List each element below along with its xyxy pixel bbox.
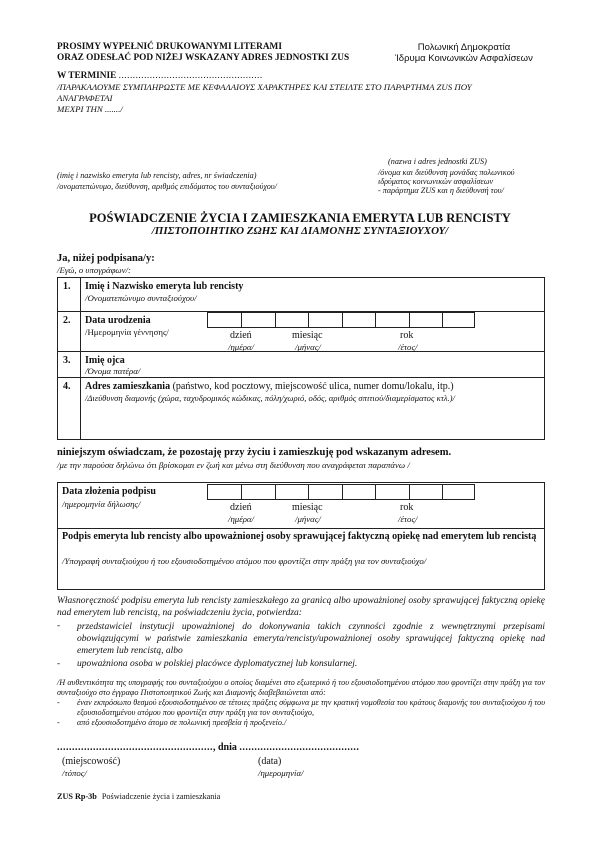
field-2-label: Data urodzenia <box>85 315 151 326</box>
notes-greek-item-2: από εξουσιοδοτημένο άτομο σε πολωνική πρεσβεία ή προξενείο./ <box>77 718 287 727</box>
name-input-area[interactable] <box>258 280 544 309</box>
field-1-number: 1. <box>63 281 71 292</box>
birth-month-greek: /μήνας/ <box>295 342 321 352</box>
notes-item-1: przedstawiciel instytucji upoważnionej do dokonywania takich czynności zgodnie z wewnętrznymi przepisami obowiązującymi w państwie zamieszkania emeryta/rencisty/upoważnionej osoby sprawującej faktyczną opiekę nad emerytem lub rencistą, albo <box>77 622 545 656</box>
form-code: ZUS Rp-3b <box>57 792 97 801</box>
date-caption-greek: /ημερομηνία/ <box>258 768 304 778</box>
field-4-label-row <box>85 381 454 392</box>
dnia-label: , dnia <box>213 742 237 753</box>
signature-input-area[interactable] <box>62 569 540 589</box>
birth-date-boxes[interactable] <box>207 312 475 328</box>
address-left-greek: /ονοματεπώνυμο, διεύθυνση, αριθμός επιδόματος του συνταξιούχου/ <box>57 182 277 191</box>
birth-day-greek: /ημέρα/ <box>228 342 254 352</box>
instruction-line-2: ORAZ ODESŁAĆ POD NIŻEJ WSKAZANY ADRES JEDNOSTKI ZUS <box>57 53 350 63</box>
address-right-greek-2: ιδρύματος κοινωνικών ασφαλίσεων <box>378 177 494 186</box>
term-row <box>57 71 263 81</box>
birth-day-label: dzień <box>230 330 252 341</box>
sig-year-greek: /έτος/ <box>398 514 418 524</box>
date-caption: (data) <box>258 756 282 767</box>
address-right-greek-3: - παράρτημα ZUS και η διεύθυνσή του/ <box>378 186 504 195</box>
place-caption: (miejscowość) <box>62 756 121 767</box>
notes-item-2: upoważniona osoba w polskiej placówce dyplomatycznej lub konsularnej. <box>77 659 358 669</box>
org-line-2: Ίδρυμα Κοινωνικών Ασφαλίσεων <box>395 53 533 64</box>
signature-date-boxes[interactable] <box>207 484 475 500</box>
sig-year-label: rok <box>400 502 414 513</box>
birth-year-label: rok <box>400 330 414 341</box>
field-4-greek: /Διεύθυνση διαμονής (χώρα, ταχυδρομικός κώδικας, πόλη/χωριό, οδός, αριθμός σπιτιού/διαμερίσματος κτλ.)/ <box>85 393 455 403</box>
address-right-caption: (nazwa i adres jednostki ZUS) <box>388 157 487 166</box>
birth-month-label: miesiąc <box>292 330 323 341</box>
birth-year-greek: /έτος/ <box>398 342 418 352</box>
signature-date-greek: /ημερομηνία δήλωσης/ <box>62 499 141 509</box>
page-title-greek: /ΠΙΣΤΟΠΟΙΗΤΙΚΟ ΖΩΗΣ ΚΑΙ ΔΙΑΜΟΝΗΣ ΣΥΝΤΑΞΙΟΥΧΟΥ/ <box>151 225 449 237</box>
greek-until: ΜΕΧΡΙ ΤΗΝ ......./ <box>57 104 123 114</box>
intro-label: Ja, niżej podpisana/y: <box>57 253 155 264</box>
notes-greek-item-1: έναν εκπρόσωπο θεσμού εξουσιοδοτημένου σε τέτοιες πράξεις σύμφωνα με την κρατική νομοθεσία του κράτους διαμονής του συνταξιούχου ή του εξουσιοδοτημένου ατόμου που φροντίζει στην πράξη για τον συνταξιούχο, <box>77 698 545 717</box>
place-input[interactable]: .................................................... <box>57 742 213 753</box>
field-4-label-details: (państwo, kod pocztowy, miejscowość ulica, numer domu/lokalu, itp.) <box>170 381 454 392</box>
sig-day-label: dzień <box>230 502 252 513</box>
page-title: POŚWIADCZENIE ŻYCIA I ZAMIESZKANIA EMERYTA LUB RENCISTY <box>89 211 511 225</box>
signature-table <box>57 482 545 590</box>
field-2-greek: /Ημερομηνία γέννησης/ <box>85 327 169 337</box>
field-3-number: 3. <box>63 355 71 366</box>
declaration-greek: /με την παρούσα δηλώνω ότι βρίσκομαι εν ζωή και μένω στη διεύθυνση που αναγράφεται παραπάνω / <box>57 460 410 470</box>
notes-dash-2: - <box>57 659 61 669</box>
signature-date-label: Data złożenia podpisu <box>62 486 156 497</box>
intro-greek: /Εγώ, ο υπογράφων/: <box>57 265 131 275</box>
notes-intro: Własnoręczność podpisu emeryta lub rencisty zamieszkałego za granicą albo upoważnionej osoby sprawującej faktyczną opiekę nad emerytem lub rencistą, na poświadczeniu życia, potwierdza: <box>57 596 545 618</box>
form-name: Poświadczenie życia i zamieszkania <box>101 792 221 801</box>
field-1-label: Imię i Nazwisko emeryta lub rencisty <box>85 281 244 292</box>
address-right-greek-1: /όνομα και διεύθυνση μονάδας πολωνικού <box>378 168 515 177</box>
field-3-label: Imię ojca <box>85 355 125 366</box>
notes-greek-dash-2: - <box>57 718 60 727</box>
notes-dash-1: - <box>57 621 61 631</box>
term-label: W TERMINIE <box>57 71 117 81</box>
notes-greek-intro: /Η αυθεντικότητα της υπογραφής του συνταξιούχου ο οποίος διαμένει στο εξωτερικό ή του εξουσιοδοτημένου ατόμου που φροντίζει στην πράξη για τον συνταξιούχο στο έγγραφο Πιστοποιητικού Ζωής και Διαμονής διαβεβαιώνεται από: <box>57 678 545 697</box>
signature-label: Podpis emeryta lub rencisty albo upoważnionej osoby sprawującej faktyczną opiekę nad emerytem lub rencistą <box>62 531 537 542</box>
address-left-caption: (imię i nazwisko emeryta lub rencisty, adres, nr świadczenia) <box>57 171 257 180</box>
date-input[interactable]: ........................................ <box>239 742 360 753</box>
declaration-text: niniejszym oświadczam, że pozostaję przy życiu i zamieszkuję pod wskazanym adresem. <box>57 447 452 458</box>
footer <box>57 792 220 801</box>
field-4-number: 4. <box>63 381 71 392</box>
field-3-greek: /Όνομα πατέρα/ <box>85 366 141 376</box>
notes-greek-dash-1: - <box>57 698 60 707</box>
address-input-area[interactable] <box>85 406 543 438</box>
org-line-1: Πολωνική Δημοκρατία <box>417 42 511 53</box>
greek-instruction: /ΠΑΡΑΚΑΛΟΥΜΕ ΣΥΜΠΛΗΡΩΣΤΕ ΜΕ ΚΕΦΑΛΑΙΟΥΣ ΧΑΡΑΚΤΗΡΕΣ ΚΑΙ ΣΤΕΙΛΤΕ ΣΤΟ ΠΑΡΑΡΤΗΜΑ ZUS ΠΟΥ ΑΝΑΓΡΑΦΕΤΑΙ <box>57 82 472 103</box>
place-date-line <box>57 742 359 753</box>
term-dots[interactable]: ................................................... <box>118 71 263 81</box>
field-4-label: Adres zamieszkania <box>85 381 171 392</box>
personal-data-table <box>57 277 545 440</box>
father-name-input-area[interactable] <box>258 353 544 375</box>
field-1-greek: /Ονοματεπώνυμο συνταξιούχου/ <box>85 293 197 303</box>
place-caption-greek: /τόπος/ <box>62 768 87 778</box>
sig-month-greek: /μήνας/ <box>295 514 321 524</box>
instruction-line-1: PROSIMY WYPEŁNIĆ DRUKOWANYMI LITERAMI <box>57 42 282 52</box>
field-2-number: 2. <box>63 315 71 326</box>
sig-day-greek: /ημέρα/ <box>228 514 254 524</box>
sig-month-label: miesiąc <box>292 502 323 513</box>
signature-greek: /Υπογραφή συνταξιούχου ή του εξουσιοδοτημένου ατόμου που φροντίζει στην πράξη για τον συνταξιούχο/ <box>62 556 427 566</box>
